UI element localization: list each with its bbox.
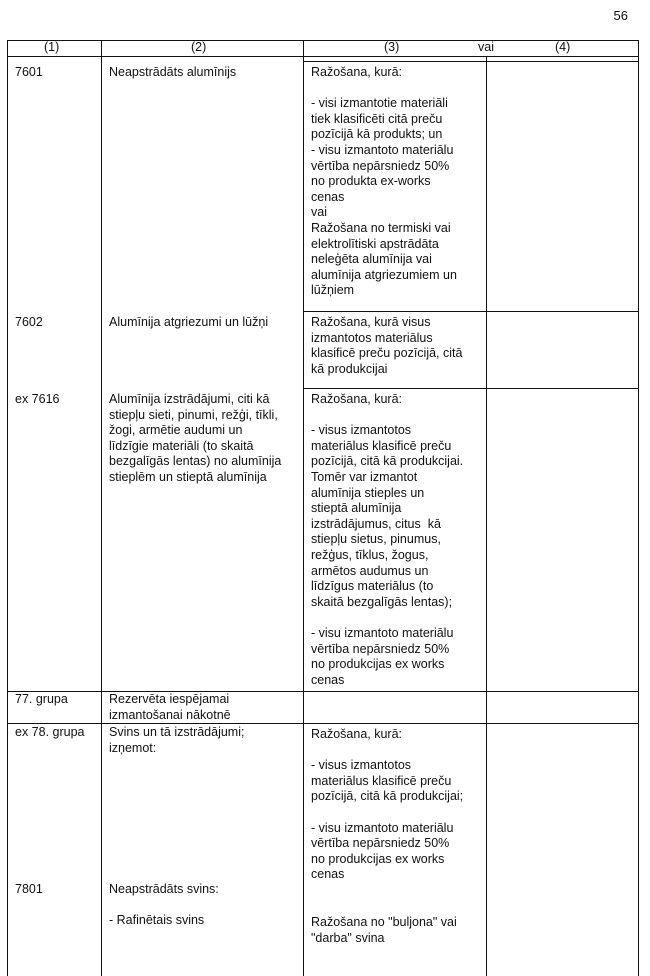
- rule-line-exworks: no produkta ex-works: [311, 174, 431, 189]
- row-desc: Rezervēta iespējamai izmantošanai nākotnē: [109, 692, 231, 722]
- rule-7616-right: [303, 388, 639, 389]
- row-rule: Ražošana, kurā: - visus izmantotos materiālus klasificē preču pozīcijā, citā kā produkcijai; - visu izmantoto materiālu vērtība nepārsniedz 50% no produkcijas ex works cenas: [311, 727, 464, 882]
- row-code: 7801: [15, 882, 43, 896]
- col-divider-2: [303, 40, 304, 976]
- row-desc: Svins un tā izstrādājumi; izņemot:: [109, 725, 245, 755]
- row-code: 77. grupa: [15, 692, 68, 706]
- rule-7602-right: [303, 311, 639, 312]
- row-rule: Ražošana, kurā visus izmantotos materiālus klasificē preču pozīcijā, citā kā produkcijai: [311, 315, 463, 376]
- col-divider-1: [101, 40, 102, 976]
- header-col1: (1): [44, 40, 60, 54]
- table-right-border: [638, 40, 639, 976]
- header-col3: (3): [384, 40, 400, 54]
- header-col2: (2): [191, 40, 207, 54]
- row-code: 7601: [15, 65, 43, 79]
- header-bottom-rule: [7, 56, 639, 57]
- header-top-rule: [7, 40, 639, 41]
- row-code: 7602: [15, 315, 43, 329]
- rule-77-full: [7, 691, 639, 692]
- page-number: 56: [613, 8, 628, 23]
- row-desc: Alumīnija atgriezumi un lūžņi: [109, 315, 269, 329]
- rule-78-full: [7, 723, 639, 724]
- row-code: ex 78. grupa: [15, 725, 85, 739]
- rule-7601-right: [303, 61, 639, 62]
- row-rule: Ražošana no "buljona" vai "darba" svina: [311, 915, 457, 945]
- header-col4: (4): [555, 40, 571, 54]
- table-left-border: [7, 40, 8, 976]
- header-vai: vai: [478, 40, 494, 54]
- row-rule: Ražošana, kurā: - visi izmantotie materiāli tiek klasificēti citā preču pozīcijā kā produkts; un - visu izmantoto materiālu vērtība nepārsniedz 50% no produkta ex-works cenas vai Ražošana no termiski vai elektrolītiski apstrādāta neleģēta alumīnija vai alumīnija atgriezumiem un lūžņiem: [311, 65, 457, 298]
- row-desc: Neapstrādāts svins: - Rafinētais svins: [109, 882, 219, 928]
- row-rule: Ražošana, kurā: - visus izmantotos materiālus klasificē preču pozīcijā, citā kā produkcijai. Tomēr var izmantot alumīnija stieples un stieptā alumīnija izstrādājumus, citus kā stiepļu sietus, pinumus, režģus, tīklus, žogus, armētos audumus un līdzīgus materiālus (to skaitā bezgalīgās lentas); - visu izmantoto materiālu vērtība nepārsniedz 50% no produkcijas ex works cenas: [311, 392, 464, 687]
- row-desc: Neapstrādāts alumīnijs: [109, 65, 237, 79]
- row-desc: Alumīnija izstrādājumi, citi kā stiepļu sieti, pinumi, režģi, tīkli, žogi, armētie audumi un līdzīgie materiāli (to skaitā bezgalīgās lentas) no alumīnija stieplēm un stieptā alumīnija: [109, 392, 282, 484]
- col-divider-3: [486, 57, 487, 976]
- row-code: ex 7616: [15, 392, 60, 406]
